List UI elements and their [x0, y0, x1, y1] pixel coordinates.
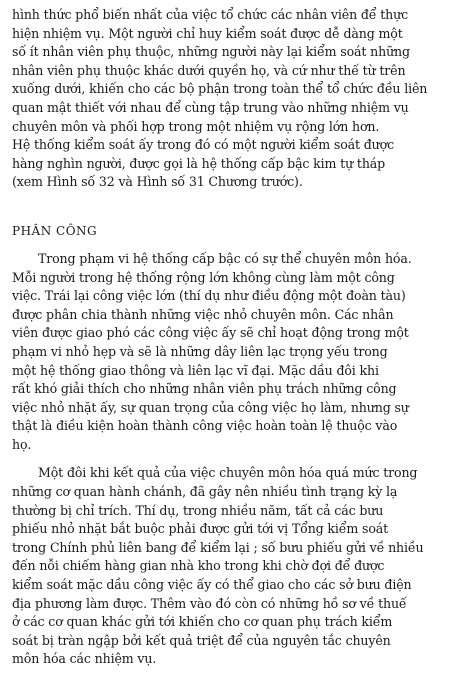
text-line: địa phương làm được. Thêm vào đó còn có những hồ sơ về thuế — [12, 595, 407, 611]
text-line: việc nhỏ nhặt ấy, sự quan trọng của công việc họ làm, nhưng sự — [12, 399, 409, 415]
text-line: phạm vi nhỏ hẹp và sẽ là những dây liên lạc trọng yếu trong — [12, 343, 388, 359]
text-line: một hệ thống giao thông và liên lạc vĩ đại. Mặc dầu đôi khi — [12, 362, 379, 378]
document-page — [12, 6, 444, 669]
text-line: trong Chính phủ liên bang để kiểm lại ; số bưu phiếu gửi về nhiều — [12, 539, 424, 555]
text-line: hiện nhiệm vụ. Một người chỉ huy kiểm soát được dễ dàng một — [12, 25, 403, 41]
text-line: hình thức phổ biến nhất của việc tổ chức các nhân viên để thực — [12, 7, 408, 22]
text-line: được phân chia thành những việc nhỏ chuyên môn. Các nhân — [12, 306, 394, 322]
text-line: môn hóa các nhiệm vụ. — [12, 651, 157, 667]
text-line: số ít nhân viên phụ thuộc, những người này lại kiểm soát những — [12, 44, 410, 60]
heading-gap — [12, 240, 444, 250]
text-line: phiếu nhỏ nhặt bắt buộc phải được gửi tới vị Tổng kiểm soát — [12, 521, 389, 537]
text-line: hàng nghìn người, được gọi là hệ thống cấp bậc kim tự tháp — [12, 155, 386, 171]
text-line: chuyên môn và phối hợp trong một nhiệm vụ rộng lớn hơn. — [12, 118, 380, 134]
text-line: (xem Hình số 32 và Hình số 31 Chương trước). — [12, 174, 303, 190]
text-line: những cơ quan hành chánh, đã gây nên nhiều tình trạng kỳ lạ — [12, 484, 398, 500]
text-line: quan mật thiết với nhau để cùng tập trung vào những nhiệm vụ — [12, 99, 409, 115]
text-line: kiểm soát mặc dầu công việc ấy có thể giao cho các sở bưu điện — [12, 577, 412, 593]
text-line: rất khó giải thích cho những nhân viên phụ trách những công — [12, 381, 397, 397]
paragraph-overspecialization — [12, 464, 444, 669]
text-line: việc. Trái lại công việc lớn (thí dụ như điều động một đoàn tàu) — [12, 288, 406, 304]
paragraph-gap — [12, 454, 444, 464]
paragraph-specialization — [12, 250, 444, 455]
text-line: nhân viên phụ thuộc khác dưới quyền họ, và cứ như thế từ trên — [12, 62, 406, 78]
text-line: ở các cơ quan khác gửi tới khiến cho cơ quan phụ trách kiểm — [12, 614, 393, 630]
text-line: thật là điều kiện hoàn thành công việc hoàn toàn lệ thuộc vào — [12, 418, 398, 434]
section-gap — [12, 192, 444, 222]
text-line: Một đôi khi kết quả của việc chuyên môn hóa quá mức trong — [38, 465, 418, 481]
text-line: Hệ thống kiểm soát ấy trong đó có một người kiểm soát được — [12, 137, 394, 153]
text-line: viên được giao phó các công việc ấy sẽ chỉ hoạt động trong một — [12, 325, 409, 341]
section-heading: PHÂN CÔNG — [12, 223, 98, 238]
text-line: đến nỗi chiếm hàng gian nhà kho trong khi chờ đợi để được — [12, 558, 385, 574]
paragraph-intro — [12, 6, 444, 192]
text-line: thường bị chỉ trích. Thí dụ, trong nhiều năm, tất cả các bưu — [12, 502, 384, 518]
text-line: Trong phạm vi hệ thống cấp bậc có sự thể chuyên môn hóa. — [38, 250, 412, 266]
text-line: soát bị tràn ngập bởi kết quả triệt để của nguyên tắc chuyên — [12, 632, 391, 648]
text-line: họ. — [12, 436, 32, 452]
text-line: xuống dưới, khiến cho các bộ phận trong toàn thể tổ chức đều liên — [12, 81, 428, 97]
text-line: Mỗi người trong hệ thống rộng lớn không cùng làm một công — [12, 269, 395, 285]
